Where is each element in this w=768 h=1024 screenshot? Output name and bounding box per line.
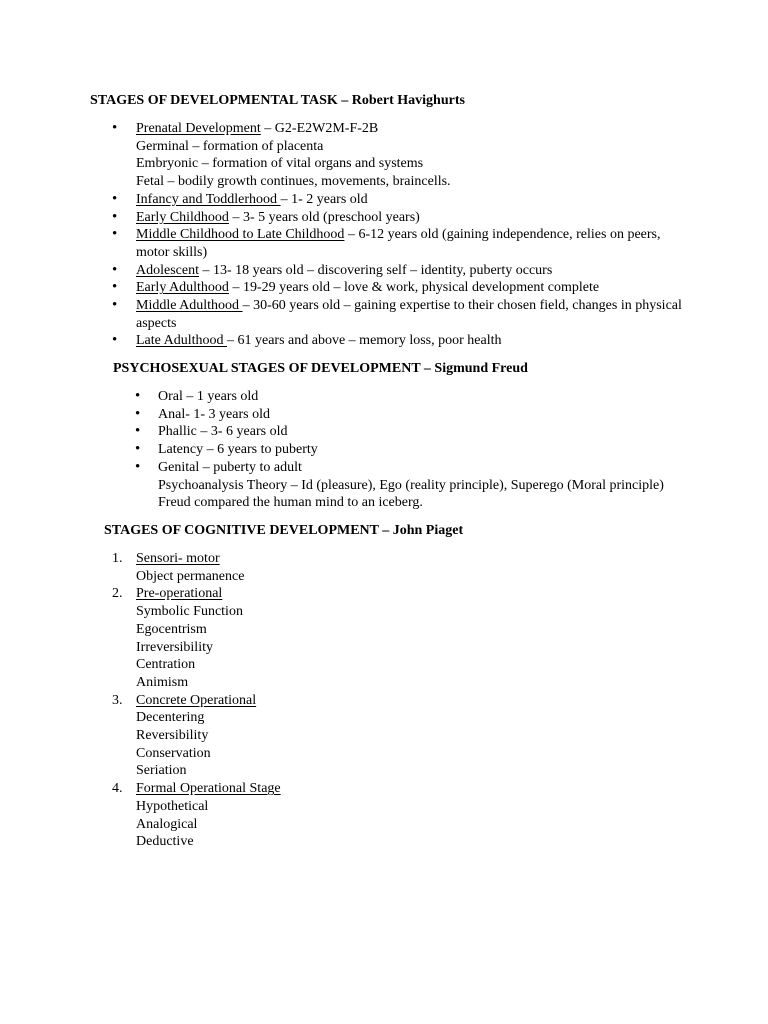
list-item (135, 388, 695, 406)
stage-label: Early Adulthood (136, 280, 229, 296)
list-item (135, 406, 695, 424)
list-number: 4. (112, 781, 123, 797)
piaget-stage-label: Sensori- motor (136, 551, 220, 566)
stage-label: Middle Adulthood (136, 298, 243, 314)
bullet-icon: • (135, 423, 141, 440)
stage-detail: – 61 years and above – memory loss, poor health (227, 333, 502, 349)
bullet-icon: • (112, 190, 118, 207)
piaget-sub-item: Animism (136, 674, 189, 690)
prenatal-sub-germinal: Germinal – formation of placenta (136, 138, 324, 154)
stage-detail: – 3- 5 years old (preschool years) (228, 209, 420, 225)
bullet-icon: • (112, 332, 118, 349)
list-item (112, 226, 702, 261)
stage-detail: – 13- 18 years old – discovering self – identity, puberty occurs (198, 262, 553, 278)
piaget-sub-item: Centration (136, 657, 196, 673)
stage-label: Prenatal Development (136, 121, 261, 136)
piaget-stage-label: Concrete Operational (136, 692, 257, 708)
bullet-icon: • (135, 458, 141, 475)
freud-note-iceberg: Freud compared the human mind to an iceberg. (158, 495, 423, 511)
piaget-stage-label: Formal Operational Stage (136, 781, 281, 797)
havighurst-heading: STAGES OF DEVELOPMENTAL TASK – Robert Havighurts (90, 93, 465, 108)
prenatal-sub-fetal: Fetal – bodily growth continues, movements, braincells. (136, 174, 451, 190)
list-item (112, 332, 702, 350)
list-item (112, 209, 702, 227)
list-item (112, 297, 702, 332)
piaget-sub-item: Object permanence (136, 568, 245, 584)
list-item (135, 423, 695, 441)
list-item (112, 692, 672, 781)
piaget-sub-item: Seriation (136, 763, 187, 779)
freud-note-theory: Psychoanalysis Theory – Id (pleasure), Ego (reality principle), Superego (Moral principle) (158, 477, 664, 493)
piaget-heading: STAGES OF COGNITIVE DEVELOPMENT – John Piaget (104, 523, 464, 538)
bullet-icon: • (112, 120, 118, 136)
stage-detail-cont: aspects (136, 315, 177, 331)
piaget-sub-item: Egocentrism (136, 621, 207, 637)
stage-detail: – 19-29 years old – love & work, physical development complete (228, 280, 600, 296)
freud-list (135, 388, 695, 512)
stage-label: Late Adulthood (136, 333, 227, 349)
list-item (112, 191, 702, 209)
list-item (112, 550, 672, 585)
stage-detail: – 1- 2 years old (280, 191, 368, 207)
bullet-icon: • (135, 388, 141, 404)
prenatal-sub-embryonic: Embryonic – formation of vital organs and systems (136, 156, 424, 172)
bullet-icon: • (112, 261, 118, 278)
list-item (112, 780, 672, 851)
freud-stage: Oral – 1 years old (158, 389, 259, 404)
list-item (112, 585, 672, 691)
stage-detail-cont: motor skills) (136, 244, 208, 260)
bullet-icon: • (112, 226, 118, 243)
stage-label: Early Childhood (136, 209, 229, 225)
piaget-sub-item: Hypothetical (136, 798, 209, 814)
bullet-icon: • (112, 297, 118, 314)
piaget-sub-item: Reversibility (136, 728, 209, 744)
stage-label: Adolescent (136, 262, 199, 278)
list-item (112, 279, 702, 297)
stage-detail: – G2-E2W2M-F-2B (260, 121, 379, 136)
stage-label: Infancy and Toddlerhood (136, 191, 281, 207)
stage-detail: – 6-12 years old (gaining independence, relies on peers, (344, 227, 661, 243)
bullet-icon: • (135, 405, 141, 422)
piaget-list (112, 550, 672, 851)
list-number: 1. (112, 551, 123, 566)
stage-detail: – 30-60 years old – gaining expertise to their chosen field, changes in physical (242, 298, 682, 314)
piaget-sub-item: Analogical (136, 816, 198, 832)
list-item (135, 441, 695, 459)
bullet-icon: • (112, 279, 118, 296)
list-item (135, 459, 695, 512)
list-number: 3. (112, 692, 123, 708)
freud-stage: Latency – 6 years to puberty (158, 442, 318, 458)
list-item (112, 262, 702, 280)
bullet-icon: • (112, 208, 118, 225)
list-number: 2. (112, 586, 123, 602)
freud-stage: Genital – puberty to adult (158, 459, 302, 475)
bullet-icon: • (135, 441, 141, 458)
piaget-sub-item: Deductive (136, 834, 194, 850)
piaget-stage-label: Pre-operational (136, 586, 223, 602)
piaget-sub-item: Symbolic Function (136, 604, 243, 620)
freud-stage: Phallic – 3- 6 years old (158, 424, 288, 440)
stage-label: Middle Childhood to Late Childhood (136, 227, 345, 243)
piaget-sub-item: Decentering (136, 710, 205, 726)
havighurst-list (112, 120, 702, 350)
piaget-sub-item: Conservation (136, 745, 211, 761)
freud-stage: Anal- 1- 3 years old (158, 406, 270, 422)
list-item (112, 120, 702, 191)
piaget-sub-item: Irreversibility (136, 639, 213, 655)
freud-heading: PSYCHOSEXUAL STAGES OF DEVELOPMENT – Sigmund Freud (113, 361, 528, 376)
